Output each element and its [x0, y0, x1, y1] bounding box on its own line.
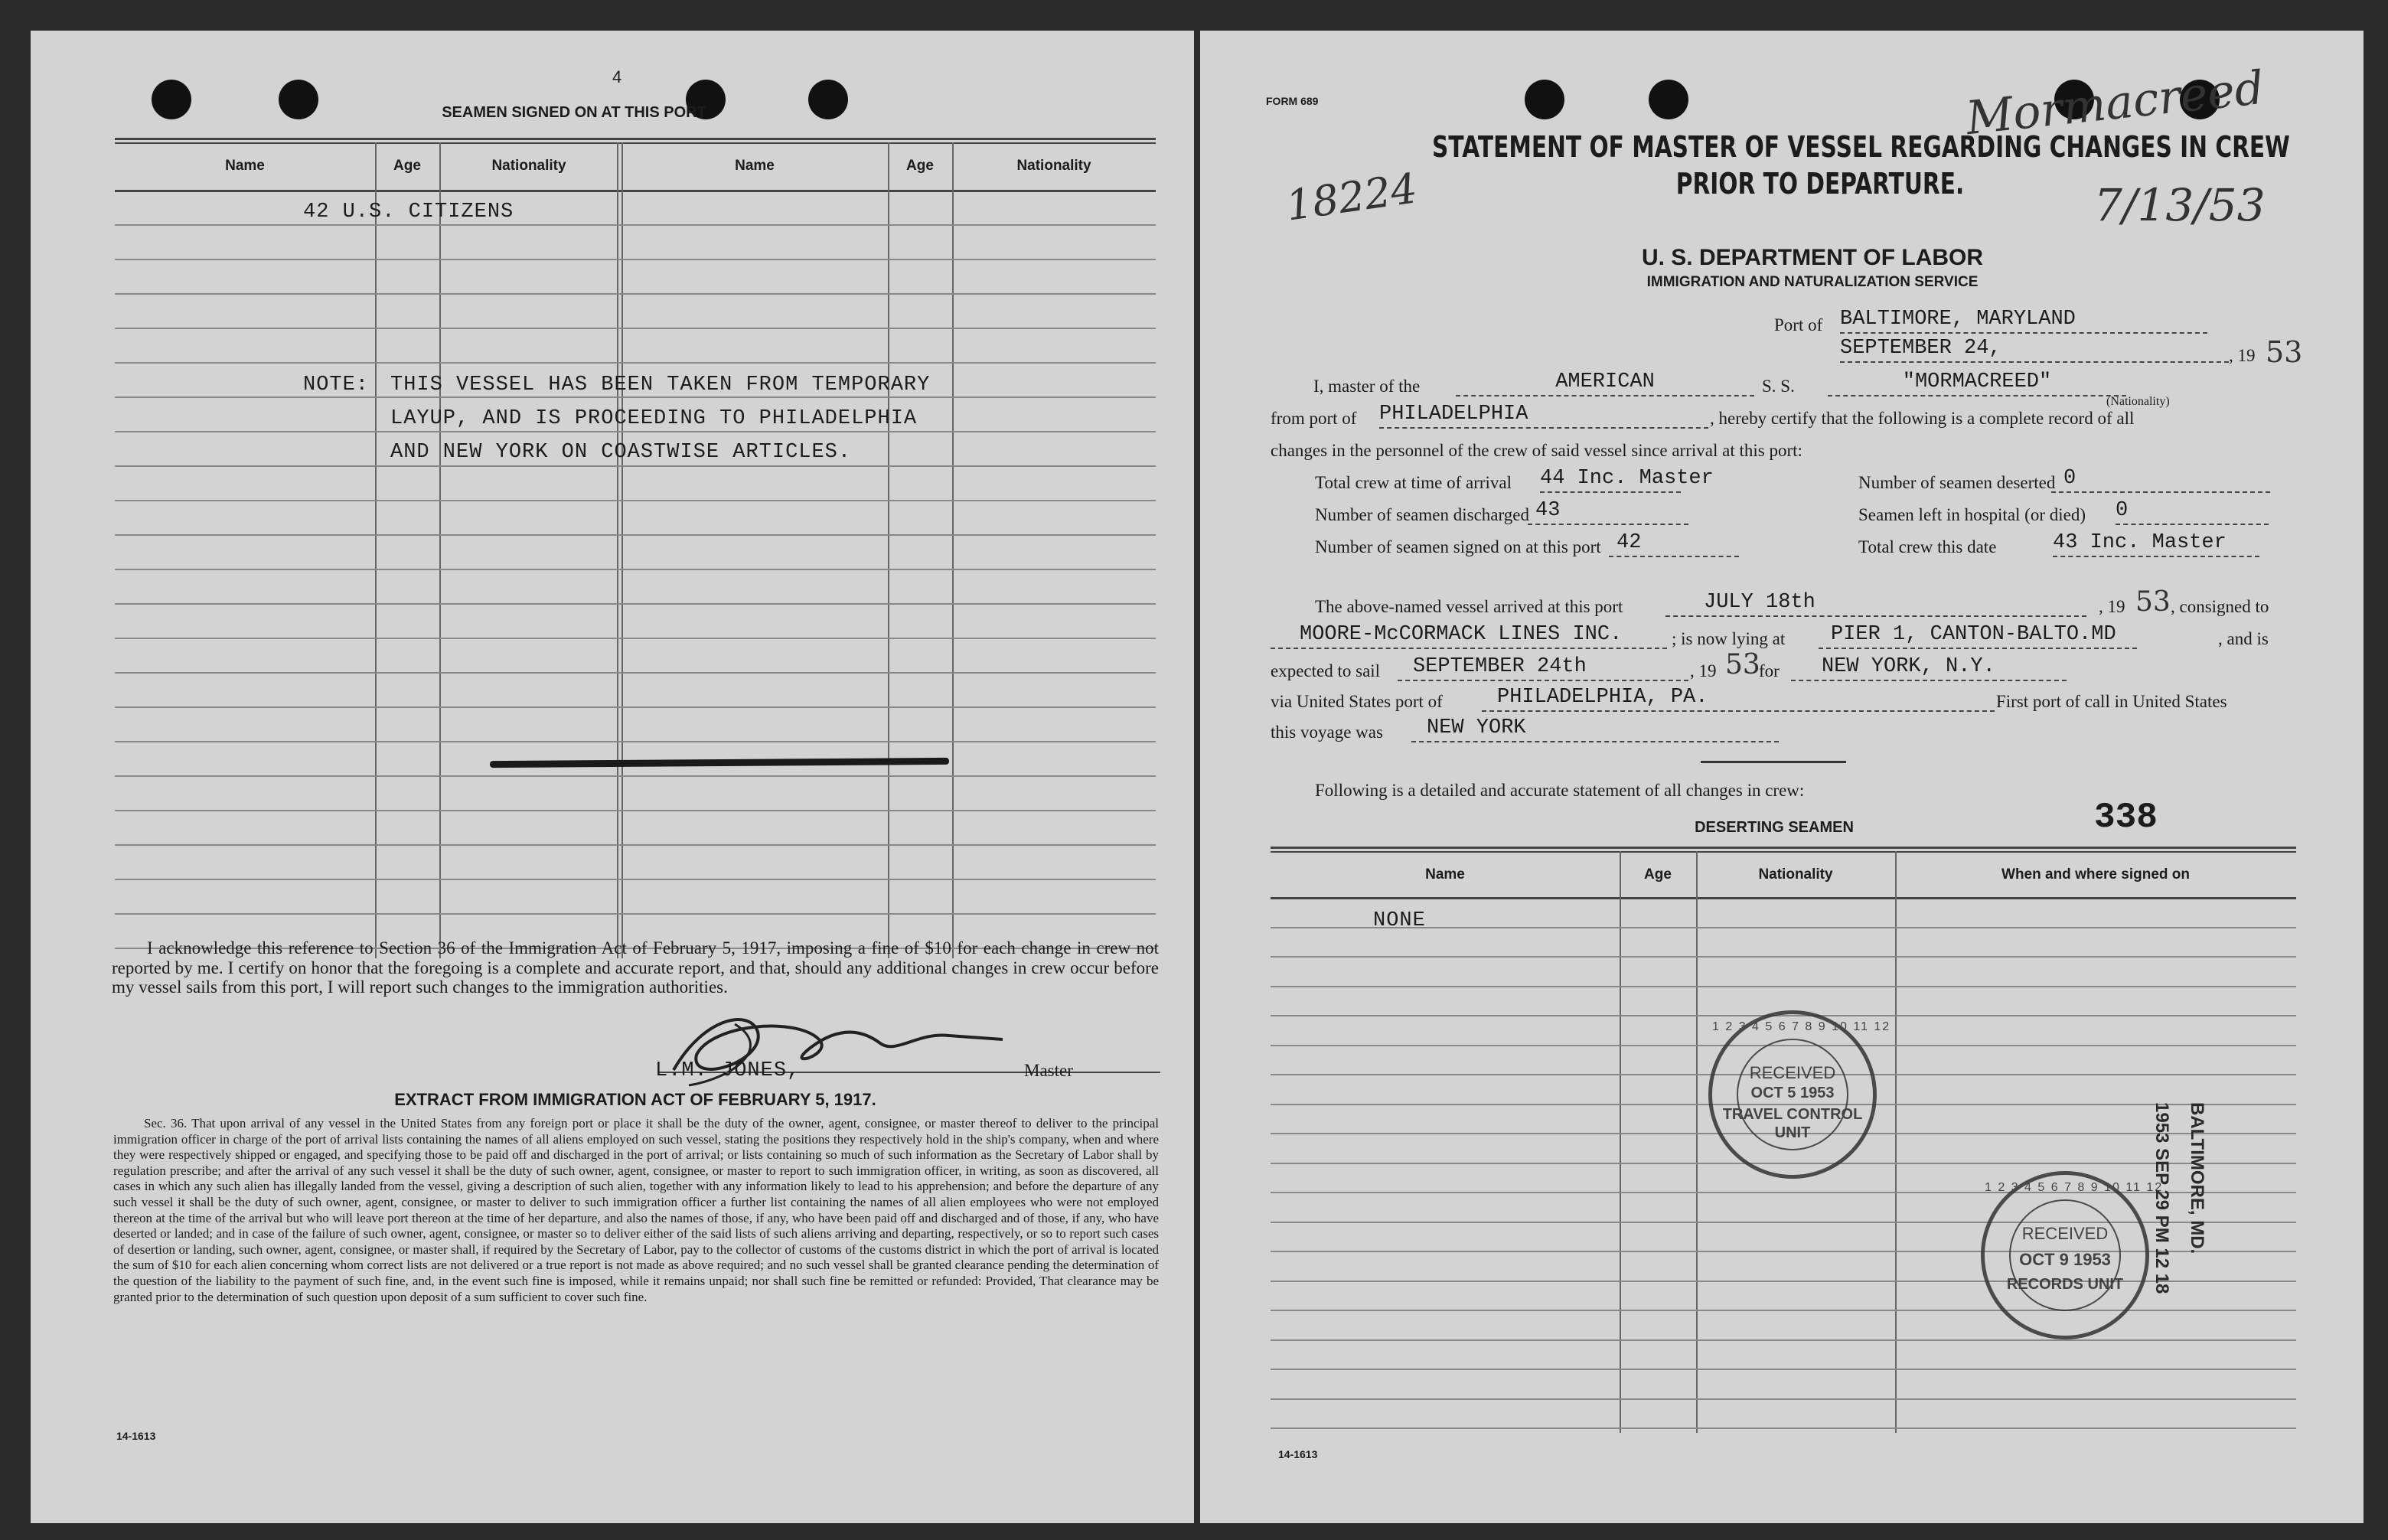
divider	[1701, 761, 1846, 763]
received-stamp	[1981, 1171, 2164, 1339]
page-stamp-number: 338	[2094, 798, 2158, 837]
consigned-label: , consigned to	[2171, 597, 2269, 616]
table-rule	[115, 569, 1156, 570]
table-rule	[115, 844, 1156, 846]
typed-entry: 42 U.S. CITIZENS	[303, 201, 514, 223]
col-header-name-2: Name	[735, 158, 775, 174]
col-header-age: Age	[393, 158, 421, 174]
col-header-nationality: Nationality	[1758, 866, 1833, 883]
lying-value: PIER 1, CANTON-BALTO.MD	[1819, 623, 2137, 649]
col-header-nationality: Nationality	[491, 158, 566, 174]
stamp-received: RECEIVED	[2021, 1224, 2109, 1243]
deserted-value: 0	[2051, 467, 2270, 493]
nationality-caption: (Nationality)	[2106, 395, 2170, 408]
handwritten-name: Mormacreed	[1963, 60, 2267, 146]
stamp-received: RECEIVED	[1749, 1063, 1836, 1082]
total-crew-date-label: Total crew this date	[1858, 537, 1997, 556]
table-rule	[115, 534, 1156, 536]
table-rule	[115, 913, 1156, 915]
master-label: Master	[1024, 1061, 1073, 1080]
stamp-unit: UNIT	[1774, 1124, 1811, 1141]
col-header-name: Name	[1425, 866, 1465, 883]
total-crew-arrival-value: 44 Inc. Master	[1540, 467, 1681, 493]
master-of-label: I, master of the	[1313, 377, 1421, 396]
form-code: 14-1613	[1278, 1448, 1318, 1460]
total-crew-arrival-label: Total crew at time of arrival	[1315, 473, 1512, 492]
via-label: via United States port of	[1271, 692, 1443, 711]
table-rule	[1271, 956, 2296, 958]
right-page	[1200, 31, 2364, 1523]
table-rule	[115, 328, 1156, 329]
for-value: NEW YORK, N.Y.	[1791, 655, 2067, 681]
via-value: PHILADELPHIA, PA.	[1482, 686, 1995, 712]
timestamp-stamp	[2134, 1102, 2172, 1362]
extract-title: EXTRACT FROM IMMIGRATION ACT OF FEBRUARY 5, 1917.	[394, 1090, 876, 1109]
table-rule	[115, 672, 1156, 674]
timestamp-stamp	[2169, 1102, 2207, 1362]
service: IMMIGRATION AND NATURALIZATION SERVICE	[1646, 274, 1979, 290]
handwritten-date: 7/13/53	[2094, 179, 2266, 231]
port-label: Port of	[1774, 315, 1823, 334]
port-value: BALTIMORE, MARYLAND	[1840, 308, 2207, 334]
note-line: LAYUP, AND IS PROCEEDING TO PHILADELPHIA	[390, 407, 918, 430]
received-stamp	[1708, 1010, 1891, 1179]
table-rule	[115, 775, 1156, 777]
arrived-year-prefix: , 19	[2099, 597, 2125, 616]
following-text: Following is a detailed and accurate statement of all changes in crew:	[1315, 781, 1805, 800]
voyage-label: this voyage was	[1271, 723, 1383, 742]
vessel-name: "MORMACREED"	[1828, 370, 2126, 396]
note-line: THIS VESSEL HAS BEEN TAKEN FROM TEMPORARY	[390, 374, 931, 396]
note-label: NOTE:	[303, 374, 370, 396]
consignee-value: MOORE-McCORMACK LINES INC.	[1271, 623, 1667, 649]
hospital-label: Seamen left in hospital (or died)	[1858, 505, 2086, 524]
and-is-label: , and is	[2218, 629, 2269, 648]
deserting-title: DESERTING SEAMEN	[1695, 819, 1854, 836]
stamp-timestamp: 1953 SEP 29 PM 12 18	[2151, 1102, 2172, 1294]
expected-year: 53	[1725, 649, 1760, 680]
signed-on-value: 42	[1609, 531, 1739, 557]
table-rule	[115, 810, 1156, 811]
form-number: FORM 689	[1266, 95, 1319, 107]
hospital-value: 0	[2116, 499, 2269, 525]
punch-hole	[279, 80, 318, 119]
form-title-line1: STATEMENT OF MASTER OF VESSEL REGARDING CHANGES IN CREW	[1432, 130, 2290, 164]
table-rule	[1271, 1398, 2296, 1400]
first-port-label: First port of call in United States	[1996, 692, 2227, 711]
stamp-date: OCT 9 1953	[2019, 1250, 2111, 1269]
acknowledgement-text: I acknowledge this reference to Section 36 of the Immigration Act of February 5, 1917, imposing a fine of $10 for each change in crew not reported by me. I certify on honor that the foregoing is a complete and accurate report, and that, should any additional changes in crew occur before my vessel sails from this port, I will report such changes to the immigration authorities.	[112, 938, 1159, 997]
year-value: 53	[2266, 335, 2303, 369]
form-code: 14-1613	[116, 1430, 156, 1442]
discharged-label: Number of seamen discharged	[1315, 505, 1529, 524]
table-rule	[1271, 1369, 2296, 1370]
expected-value: SEPTEMBER 24th	[1398, 655, 1688, 681]
table-rule	[115, 706, 1156, 708]
table-rule	[115, 362, 1156, 364]
table-rule	[115, 431, 1156, 432]
punch-hole	[152, 80, 191, 119]
col-header-age: Age	[1644, 866, 1672, 883]
signed-on-label: Number of seamen signed on at this port	[1315, 537, 1601, 556]
lying-label: ; is now lying at	[1672, 629, 1786, 648]
left-page	[31, 31, 1194, 1523]
from-port-value: PHILADELPHIA	[1379, 403, 1708, 429]
page-number: 4	[612, 67, 622, 86]
arrived-year: 53	[2135, 586, 2171, 618]
discharged-value: 43	[1528, 499, 1688, 525]
stamp-unit: TRAVEL CONTROL	[1722, 1106, 1863, 1123]
year-prefix: , 19	[2229, 346, 2256, 365]
ss-label: S. S.	[1762, 377, 1795, 396]
table-rule	[115, 465, 1156, 467]
col-header-age-2: Age	[906, 158, 934, 174]
table-rule	[115, 259, 1156, 260]
table-rule	[115, 293, 1156, 295]
table-rule	[115, 500, 1156, 501]
col-header-name: Name	[225, 158, 265, 174]
deserting-entry: NONE	[1373, 909, 1426, 932]
table-rule	[115, 879, 1156, 880]
date-value: SEPTEMBER 24,	[1840, 337, 2229, 363]
table-rule	[115, 603, 1156, 605]
stamp-ring: 1 2 3 4 5 6 7 8 9 10 11 12	[1712, 1020, 1891, 1033]
extract-text: Sec. 36. That upon arrival of any vessel in the United States from any foreign port or place it shall be the duty of the owner, agent, consignee, or master thereof to deliver to the principal immigration officer in charge of the port of arrival lists containing the names of all aliens employed on such vessel, stating the positions they respectively hold in the ship's company, when and where they were respectively shipped or engaged, and specifying those to be paid off and discharged in the port of arrival; or lists containing so much of such information as the Secretary of Labor shall by regulation prescribe; and after the arrival of any such vessel it shall be the duty of such owner, agent, consignee, or master to report to such immigration officer, in writing, as soon as discovered, all cases in which any such alien has illegally landed from the vessel, giving a description of such alien, together with any information likely to lead to his apprehension; and before the departure of any such vessel it shall be the duty of such owner, agent, consignee, or master to deliver to such immigration officer a further list containing the names of all alien employees who were not employed thereon at the time of the arrival but who will leave port thereon at the time of her departure, and also the names of those, if any, who have been paid off and discharged and of those, if any, who have deserted or landed; and in case of the failure of such owner, agent, consignee, or master so to deliver either of the said lists of such aliens arriving and departing, respectively, or so to report such cases of desertion or landing, such owner, agent, consignee, or master shall, if required by the Secretary of Labor, pay to the collector of customs of the customs district in which the port of arrival is located the sum of $10 for each alien concerning whom correct lists are not delivered or a true report is not made as above required; and no such vessel shall be granted clearance pending the determination of the question of the liability to the payment of such fine, and, in the event such fine is imposed, while it remains unpaid; nor shall such fine be remitted or refunded: Provided, That clearance may be granted prior to the determination of such question upon deposit of a sum sufficient to cover such fine.	[113, 1116, 1159, 1304]
note-line: AND NEW YORK ON COASTWISE ARTICLES.	[390, 441, 852, 464]
table-rule	[1271, 986, 2296, 987]
punch-hole	[1525, 80, 1564, 119]
left-title: SEAMEN SIGNED ON AT THIS PORT	[442, 104, 706, 121]
ink-strike-line	[490, 758, 949, 768]
changes-text: changes in the personnel of the crew of said vessel since arrival at this port:	[1271, 441, 1802, 460]
from-port-label: from port of	[1271, 409, 1357, 428]
voyage-value: NEW YORK	[1411, 716, 1779, 742]
certify-text: , hereby certify that the following is a complete record of all	[1710, 409, 2135, 428]
table-rule	[115, 638, 1156, 639]
deserted-label: Number of seamen deserted	[1858, 473, 2056, 492]
nationality-value: AMERICAN	[1456, 370, 1754, 396]
stamp-date: OCT 5 1953	[1750, 1085, 1835, 1101]
arrived-label: The above-named vessel arrived at this port	[1315, 597, 1623, 616]
stamp-unit: RECORDS UNIT	[2006, 1276, 2124, 1293]
col-header-nationality-2: Nationality	[1016, 158, 1091, 174]
table-rule	[115, 396, 1156, 398]
punch-hole	[1649, 80, 1688, 119]
table-rule	[115, 741, 1156, 742]
table-rule	[1271, 1427, 2296, 1429]
col-header-signed-on: When and where signed on	[2001, 866, 2190, 883]
department: U. S. DEPARTMENT OF LABOR	[1641, 245, 1984, 270]
expected-label: expected to sail	[1271, 661, 1381, 680]
stamp-ring: 1 2 3 4 5 6 7 8 9 10 11 12	[1985, 1181, 2164, 1194]
signature-name: L.M. JONES,	[655, 1059, 801, 1082]
stamp-location: BALTIMORE, MD.	[2187, 1102, 2207, 1255]
total-crew-date-value: 43 Inc. Master	[2053, 531, 2259, 557]
punch-hole	[808, 80, 848, 119]
handwritten-number: 18224	[1283, 164, 1421, 230]
form-title-line2: PRIOR TO DEPARTURE.	[1675, 167, 1965, 201]
arrived-value: JULY 18th	[1665, 591, 2086, 617]
expected-year-prefix: , 19	[1690, 661, 1717, 680]
for-label: for	[1759, 661, 1780, 680]
table-rule	[115, 224, 1156, 226]
